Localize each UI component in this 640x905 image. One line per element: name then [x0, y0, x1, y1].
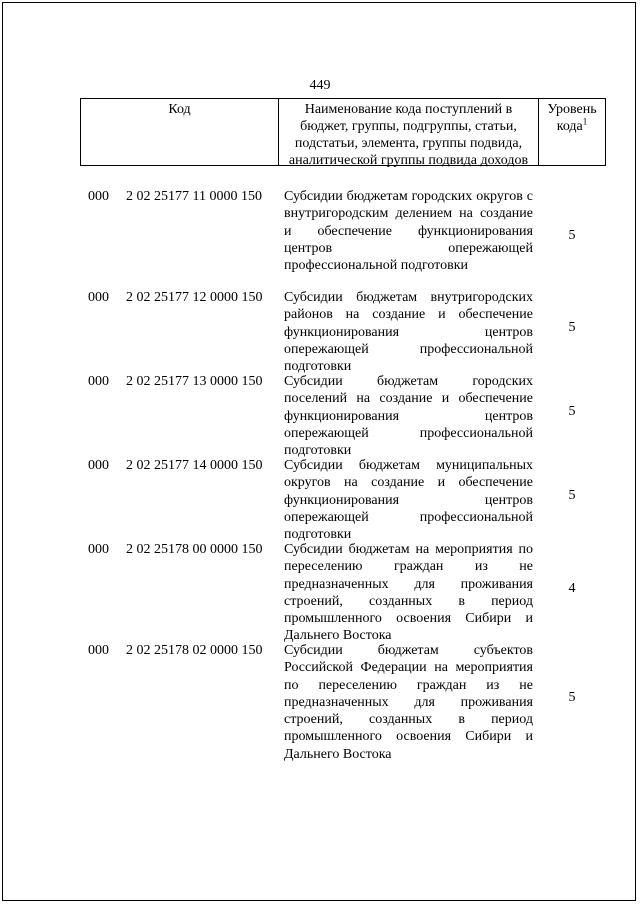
row-code: 2 02 25177 12 0000 150 — [126, 290, 263, 305]
header-code: Код — [81, 99, 279, 165]
row-level: 5 — [568, 690, 576, 705]
header-level-footnote: 1 — [582, 116, 588, 127]
row-prefix: 000 — [88, 458, 109, 473]
row-name: Субсидии бюджетам на мероприятия по переселению граждан из не предназначенных для проживания строений, созданных в период промышленного освоения Сибири и Дальнего Востока — [284, 542, 533, 644]
row-name: Субсидии бюджетам городских округов с внутригородским делением на создание и обеспечение функционирования центров опережающей профессиональной подготовки — [284, 189, 533, 274]
row-code: 2 02 25177 14 0000 150 — [126, 458, 263, 473]
page-number: 449 — [309, 78, 331, 93]
row-code: 2 02 25178 00 0000 150 — [126, 542, 263, 557]
row-code: 2 02 25177 13 0000 150 — [126, 374, 263, 389]
table-header — [80, 98, 606, 166]
row-level: 4 — [568, 581, 576, 596]
row-code: 2 02 25177 11 0000 150 — [126, 189, 262, 204]
row-prefix: 000 — [88, 189, 109, 204]
header-level — [539, 99, 605, 165]
row-name: Субсидии бюджетам внутригородских районов на создание и обеспечение функционирования центров опережающей профессиональной подготовки — [284, 290, 533, 375]
row-prefix: 000 — [88, 643, 109, 658]
row-level: 5 — [568, 320, 576, 335]
row-name: Субсидии бюджетам городских поселений на создание и обеспечение функционирования центров опережающей профессиональной подготовки — [284, 374, 533, 459]
row-level: 5 — [568, 228, 576, 243]
row-level: 5 — [568, 488, 576, 503]
header-name: Наименование кода поступлений в бюджет, группы, подгруппы, статьи, подстатьи, элемента, группы подвида, аналитической группы подвида доходов — [279, 99, 539, 165]
row-name: Субсидии бюджетам субъектов Российской Федерации на мероприятия по переселению граждан из не предназначенных для проживания строений, созданных в период промышленного освоения Сибири и Дальнего Востока — [284, 643, 533, 762]
header-level-label: Уровень кода — [547, 102, 597, 134]
row-level: 5 — [568, 404, 576, 419]
row-prefix: 000 — [88, 290, 109, 305]
row-name: Субсидии бюджетам муниципальных округов на создание и обеспечение функционирования центров опережающей профессиональной подготовки — [284, 458, 533, 543]
row-prefix: 000 — [88, 542, 109, 557]
row-prefix: 000 — [88, 374, 109, 389]
row-code: 2 02 25178 02 0000 150 — [126, 643, 263, 658]
